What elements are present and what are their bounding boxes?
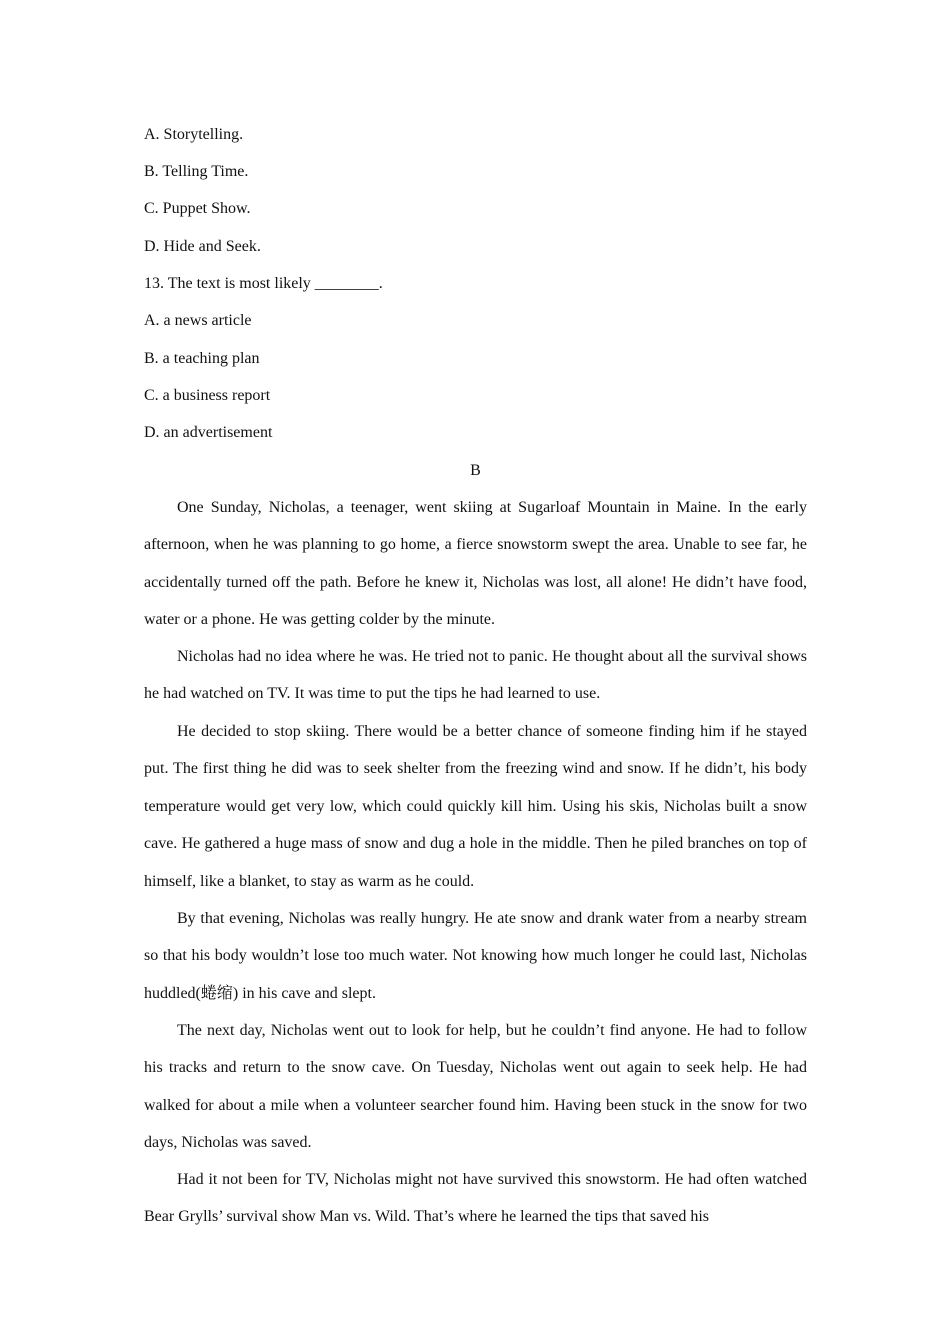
q13-stem: 13. The text is most likely ________. [144,275,383,292]
q13-option-c: C. a business report [144,387,271,404]
passage-paragraph-4: By that evening, Nicholas was really hungry. He ate snow and drank water from a nearby stream so that his body wouldn’t lose too much water. Not knowing how much longer he could last, Nicholas huddled(蜷缩) in his cave and slept. [144,910,807,1002]
section-label: B [470,462,481,479]
passage-paragraph-6: Had it not been for TV, Nicholas might not have survived this snowstorm. He had often watched Bear Grylls’ survival show Man vs. Wild. That’s where he learned the tips that saved his [144,1171,807,1226]
q12-option-b: B. Telling Time. [144,163,249,180]
q13-option-a: A. a news article [144,312,252,329]
passage-paragraph-2: Nicholas had no idea where he was. He tried not to panic. He thought about all the survival shows he had watched on TV. It was time to put the tips he had learned to use. [144,648,807,703]
passage-paragraph-5: The next day, Nicholas went out to look for help, but he couldn’t find anyone. He had to follow his tracks and return to the snow cave. On Tuesday, Nicholas went out again to seek help. He had walked for about a mile when a volunteer searcher found him. Having been stuck in the snow for two days, Nicholas was saved. [144,1022,807,1152]
q13-option-d: D. an advertisement [144,424,273,441]
q12-option-d: D. Hide and Seek. [144,238,261,255]
q12-option-a: A. Storytelling. [144,126,244,143]
passage-paragraph-1: One Sunday, Nicholas, a teenager, went skiing at Sugarloaf Mountain in Maine. In the early afternoon, when he was planning to go home, a fierce snowstorm swept the area. Unable to see far, he accidentally turned off the path. Before he knew it, Nicholas was lost, all alone! He didn’t have food, water or a phone. He was getting colder by the minute. [144,499,807,629]
passage-paragraph-3: He decided to stop skiing. There would be a better chance of someone finding him if he stayed put. The first thing he did was to seek shelter from the freezing wind and snow. If he didn’t, his body temperature would get very low, which could quickly kill him. Using his skis, Nicholas built a snow cave. He gathered a huge mass of snow and dug a hole in the middle. Then he piled branches on top of himself, like a blanket, to stay as warm as he could. [144,723,807,890]
q13-option-b: B. a teaching plan [144,350,260,367]
q12-option-c: C. Puppet Show. [144,200,251,217]
